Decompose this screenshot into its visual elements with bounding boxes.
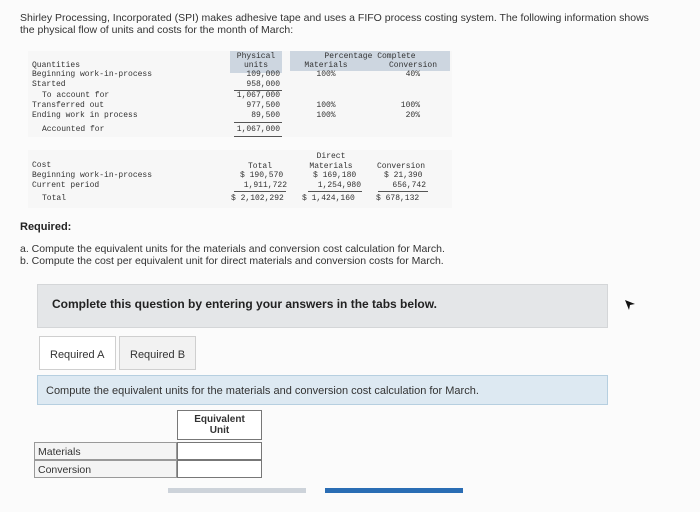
units-total-rule <box>234 122 282 123</box>
started-units: 958,000 <box>246 80 280 89</box>
conversion-row-label: Conversion <box>34 460 177 478</box>
conversion-header: Conversion <box>388 61 437 70</box>
ending-wip-conversion-pct: 20% <box>405 111 420 120</box>
required-a-text: a. Compute the equivalent units for the materials and conversion cost calculation for March. <box>20 243 445 255</box>
intro-line-2: the physical flow of units and costs for the month of March: <box>20 24 294 36</box>
beginning-wip-materials-pct: 100% <box>316 70 336 79</box>
banner-text: Complete this question by entering your answers in the tabs below. <box>52 297 437 311</box>
cost-total-rule <box>234 191 286 192</box>
problem-intro <box>20 12 680 36</box>
transferred-out-conversion-pct: 100% <box>400 101 420 110</box>
direct-header: Direct <box>316 152 346 161</box>
conversion-equivalent-units-input[interactable] <box>177 460 262 478</box>
cost-beginning-wip-label: Beginning work-in-process <box>32 171 153 180</box>
total-header: Total <box>247 162 272 171</box>
tab-required-a[interactable]: Required A <box>39 336 116 370</box>
to-account-for-label: To account for <box>42 91 110 100</box>
accounted-for-label: Accounted for <box>42 125 105 134</box>
beginning-wip-units: 109,000 <box>246 70 280 79</box>
beginning-wip-conversion-pct: 40% <box>405 70 420 79</box>
required-title: Required: <box>20 221 72 233</box>
required-b-nav-bar[interactable] <box>325 488 463 493</box>
cost-total-conversion: $ 678,132 <box>376 194 420 203</box>
percentage-complete-header: Percentage Complete <box>324 52 416 61</box>
cost-grand-total: $ 2,102,292 <box>231 194 284 203</box>
materials-equivalent-units-input[interactable] <box>177 442 262 460</box>
materials-cost-header: Materials <box>309 162 353 171</box>
cost-beginning-wip-materials: $ 169,180 <box>313 171 357 180</box>
instructions-banner <box>37 284 608 328</box>
cost-beginning-wip-conversion: $ 21,390 <box>384 171 423 180</box>
physical-units-header-2: units <box>243 61 268 70</box>
equivalent-unit-header <box>177 410 262 440</box>
cost-label: Cost <box>32 161 52 170</box>
ending-wip-units: 89,500 <box>251 111 280 120</box>
equivalent-unit-header-line-1: Equivalent <box>194 414 245 425</box>
quantities-table <box>28 51 452 137</box>
intro-line-1: Shirley Processing, Incorporated (SPI) makes adhesive tape and uses a FIFO process costing system. The following information shows <box>20 12 649 24</box>
cursor-arrow-icon <box>624 299 636 311</box>
beginning-wip-label: Beginning work-in-process <box>32 70 153 79</box>
started-label: Started <box>32 80 66 89</box>
instruction-text: Compute the equivalent units for the materials and conversion cost calculation for March. <box>46 385 479 397</box>
cost-beginning-wip-total: $ 190,570 <box>240 171 284 180</box>
quantities-label: Quantities <box>32 61 81 70</box>
to-account-for-units: 1,067,000 <box>236 91 280 100</box>
units-double-rule <box>234 136 282 137</box>
materials-row-label: Materials <box>34 442 177 460</box>
question-instruction <box>37 375 608 405</box>
transferred-out-units: 977,500 <box>246 101 280 110</box>
current-period-materials: 1,254,980 <box>317 181 361 190</box>
current-period-conversion: 656,742 <box>392 181 426 190</box>
current-period-total: 1,911,722 <box>243 181 287 190</box>
required-a-nav-bar[interactable] <box>168 488 306 493</box>
ending-wip-label: Ending work in process <box>32 111 138 120</box>
accounted-for-units: 1,067,000 <box>236 125 280 134</box>
materials-header: Materials <box>304 61 348 70</box>
cost-table <box>28 150 452 208</box>
cost-total-label: Total <box>42 194 67 203</box>
current-period-label: Current period <box>32 181 100 190</box>
materials-total-rule <box>308 191 362 192</box>
transferred-out-materials-pct: 100% <box>316 101 336 110</box>
tab-required-b[interactable]: Required B <box>119 336 196 370</box>
ending-wip-materials-pct: 100% <box>316 111 336 120</box>
cost-total-materials: $ 1,424,160 <box>302 194 355 203</box>
conversion-cost-header: Conversion <box>376 162 425 171</box>
equivalent-unit-header-line-2: Unit <box>209 425 230 436</box>
transferred-out-label: Transferred out <box>32 101 105 110</box>
physical-units-header: Physical <box>236 52 276 61</box>
required-b-text: b. Compute the cost per equivalent unit for direct materials and conversion costs for March. <box>20 255 444 267</box>
conversion-total-rule <box>378 191 428 192</box>
